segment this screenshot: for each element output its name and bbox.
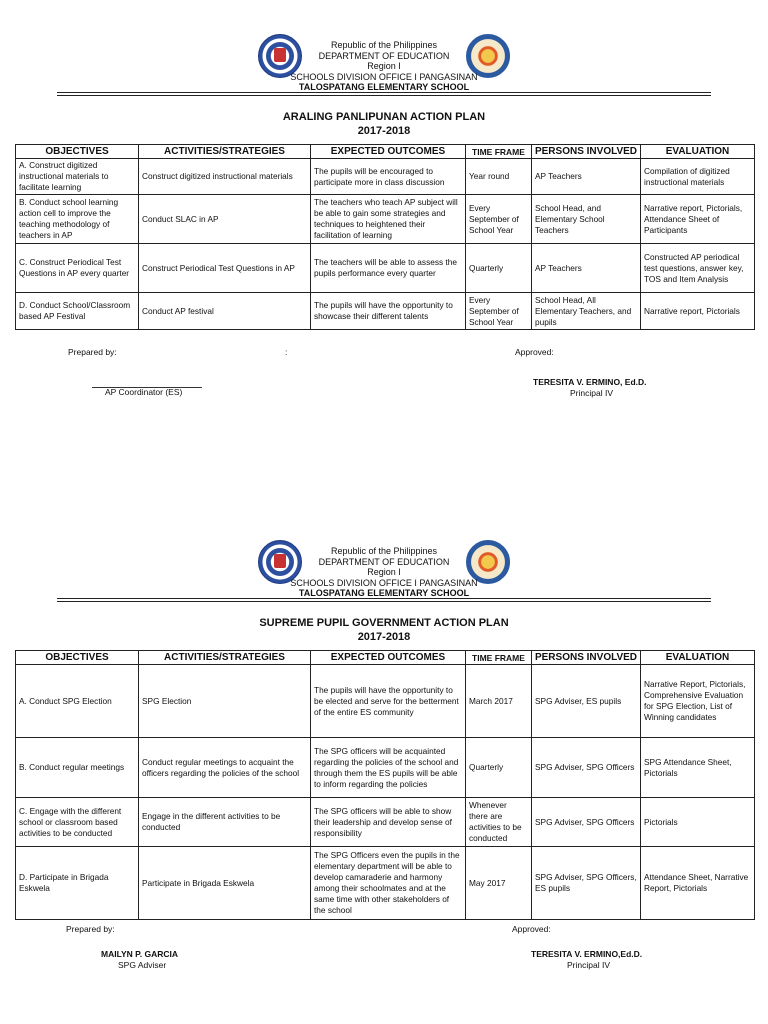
table-header-row	[16, 651, 755, 665]
column-header: ACTIVITIES/STRATEGIES	[139, 145, 311, 159]
plan-title-text: SUPREME PUPIL GOVERNMENT ACTION PLAN	[259, 617, 509, 629]
approved-label: Approved:	[512, 924, 551, 934]
persons-cell: AP Teachers	[532, 159, 641, 195]
approver-role: Principal IV	[567, 960, 610, 970]
prepared-by-label: Prepared by:	[66, 924, 115, 934]
letterhead	[0, 534, 768, 602]
plan-title-text: ARALING PANLIPUNAN ACTION PLAN	[282, 111, 486, 123]
activity-cell: Construct Periodical Test Questions in AP	[139, 244, 311, 293]
time-frame-cell: Quarterly	[466, 738, 532, 798]
time-frame-cell: Quarterly	[466, 244, 532, 293]
time-frame-cell: March 2017	[466, 665, 532, 738]
preparer-role: AP Coordinator (ES)	[105, 387, 183, 397]
header-rule	[57, 598, 711, 599]
objective-cell: B. Conduct school learning action cell to improve the teaching methodology of teachers in AP	[16, 195, 139, 244]
column-header: EXPECTED OUTCOMES	[311, 651, 466, 665]
time-frame-cell: Whenever there are activities to be conducted	[466, 798, 532, 847]
activity-cell: Conduct SLAC in AP	[139, 195, 311, 244]
header-school: TALOSPATANG ELEMENTARY SCHOOL	[298, 82, 470, 92]
persons-cell: SPG Adviser, SPG Officers	[532, 738, 641, 798]
header-department: DEPARTMENT OF EDUCATION	[318, 50, 450, 61]
evaluation-cell: Pictorials	[641, 798, 755, 847]
column-header: TIME FRAME	[466, 145, 532, 159]
approver-name: TERESITA V. ERMINO,Ed.D.	[531, 949, 643, 959]
activity-cell: Engage in the different activities to be conducted	[139, 798, 311, 847]
approver-name: TERESITA V. ERMINO, Ed.D.	[533, 377, 647, 387]
preparer-name: MAILYN P. GARCIA	[101, 949, 178, 959]
approver-role: Principal IV	[570, 388, 613, 398]
action-plan-spg	[0, 534, 768, 980]
outcome-cell: The SPG officers will be acquainted regarding the policies of the school and through them the ES pupils will be able to inform regarding the policies	[311, 738, 466, 798]
signature-block	[0, 330, 768, 410]
outcome-cell: The pupils will be encouraged to participate more in class discussion	[311, 159, 466, 195]
action-plan-ap	[0, 28, 768, 410]
persons-cell: School Head, All Elementary Teachers, and pupils	[532, 293, 641, 330]
outcome-cell: The pupils will have the opportunity to be elected and serve for the betterment of the entire ES community	[311, 665, 466, 738]
colon-mark: :	[285, 347, 288, 357]
plan-title	[0, 616, 768, 644]
signature-block	[0, 920, 768, 980]
evaluation-cell: Narrative Report, Pictorials, Comprehensive Evaluation for SPG Election, List of Winning candidates	[641, 665, 755, 738]
table-header-row	[16, 145, 755, 159]
plan-title	[0, 110, 768, 138]
outcome-cell: The teachers who teach AP subject will be able to gain some strategies and techniques to heightened their facilitation of learning	[311, 195, 466, 244]
preparer-role: SPG Adviser	[118, 960, 167, 970]
objective-cell: C. Construct Periodical Test Questions in AP every quarter	[16, 244, 139, 293]
header-region: Region I	[367, 61, 401, 71]
letterhead	[0, 28, 768, 96]
time-frame-cell: Every September of School Year	[466, 195, 532, 244]
outcome-cell: The SPG Officers even the pupils in the elementary department will be able to develop camaraderie and harmony among their schoolmates and at the same time with other stakeholders of the school	[311, 847, 466, 920]
activity-cell: Participate in Brigada Eskwela	[139, 847, 311, 920]
activity-cell: Construct digitized instructional materials	[139, 159, 311, 195]
column-header: PERSONS INVOLVED	[532, 651, 641, 665]
table-row	[16, 293, 755, 330]
column-header: OBJECTIVES	[16, 145, 139, 159]
table-row	[16, 244, 755, 293]
table-row	[16, 847, 755, 920]
time-frame-cell: Every September of School Year	[466, 293, 532, 330]
plan-year: 2017-2018	[357, 631, 411, 643]
evaluation-cell: SPG Attendance Sheet, Pictorials	[641, 738, 755, 798]
persons-cell: SPG Adviser, SPG Officers	[532, 798, 641, 847]
objective-cell: D. Participate in Brigada Eskwela	[16, 847, 139, 920]
header-rule	[57, 601, 711, 602]
evaluation-cell: Constructed AP periodical test questions, answer key, TOS and Item Analysis	[641, 244, 755, 293]
outcome-cell: The pupils will have the opportunity to showcase their different talents	[311, 293, 466, 330]
column-header: OBJECTIVES	[16, 651, 139, 665]
table-row	[16, 159, 755, 195]
column-header: ACTIVITIES/STRATEGIES	[139, 651, 311, 665]
persons-cell: AP Teachers	[532, 244, 641, 293]
objective-cell: A. Conduct SPG Election	[16, 665, 139, 738]
persons-cell: SPG Adviser, ES pupils	[532, 665, 641, 738]
objective-cell: A. Construct digitized instructional materials to facilitate learning	[16, 159, 139, 195]
evaluation-cell: Narrative report, Pictorials	[641, 293, 755, 330]
activity-cell: Conduct AP festival	[139, 293, 311, 330]
column-header: EXPECTED OUTCOMES	[311, 145, 466, 159]
evaluation-cell: Narrative report, Pictorials, Attendance Sheet of Participants	[641, 195, 755, 244]
plan-year: 2017-2018	[357, 125, 411, 137]
header-division: SCHOOLS DIVISION OFFICE I PANGASINAN	[290, 577, 478, 588]
table-row	[16, 798, 755, 847]
column-header: EVALUATION	[641, 145, 755, 159]
objective-cell: B. Conduct regular meetings	[16, 738, 139, 798]
table-row	[16, 665, 755, 738]
header-republic: Republic of the Philippines	[330, 40, 438, 50]
objective-cell: D. Conduct School/Classroom based AP Festival	[16, 293, 139, 330]
table-row	[16, 738, 755, 798]
header-school: TALOSPATANG ELEMENTARY SCHOOL	[298, 588, 470, 598]
table-row	[16, 195, 755, 244]
time-frame-cell: May 2017	[466, 847, 532, 920]
outcome-cell: The SPG officers will be able to show their leadership and develop sense of responsibility	[311, 798, 466, 847]
header-rule	[57, 95, 711, 96]
time-frame-cell: Year round	[466, 159, 532, 195]
header-region: Region I	[367, 567, 401, 577]
header-department: DEPARTMENT OF EDUCATION	[318, 556, 450, 567]
header-rule	[57, 92, 711, 93]
activity-cell: Conduct regular meetings to acquaint the officers regarding the policies of the school	[139, 738, 311, 798]
objective-cell: C. Engage with the different school or classroom based activities to be conducted	[16, 798, 139, 847]
column-header: EVALUATION	[641, 651, 755, 665]
persons-cell: School Head, and Elementary School Teachers	[532, 195, 641, 244]
action-plan-table	[15, 650, 755, 920]
header-republic: Republic of the Philippines	[330, 546, 438, 556]
approved-label: Approved:	[515, 347, 554, 357]
column-header: TIME FRAME	[466, 651, 532, 665]
evaluation-cell: Compilation of digitized instructional materials	[641, 159, 755, 195]
prepared-by-label: Prepared by:	[68, 347, 117, 357]
evaluation-cell: Attendance Sheet, Narrative Report, Pictorials	[641, 847, 755, 920]
header-division: SCHOOLS DIVISION OFFICE I PANGASINAN	[290, 71, 478, 82]
persons-cell: SPG Adviser, SPG Officers, ES pupils	[532, 847, 641, 920]
activity-cell: SPG Election	[139, 665, 311, 738]
outcome-cell: The teachers will be able to assess the pupils performance every quarter	[311, 244, 466, 293]
action-plan-table	[15, 144, 755, 330]
column-header: PERSONS INVOLVED	[532, 145, 641, 159]
